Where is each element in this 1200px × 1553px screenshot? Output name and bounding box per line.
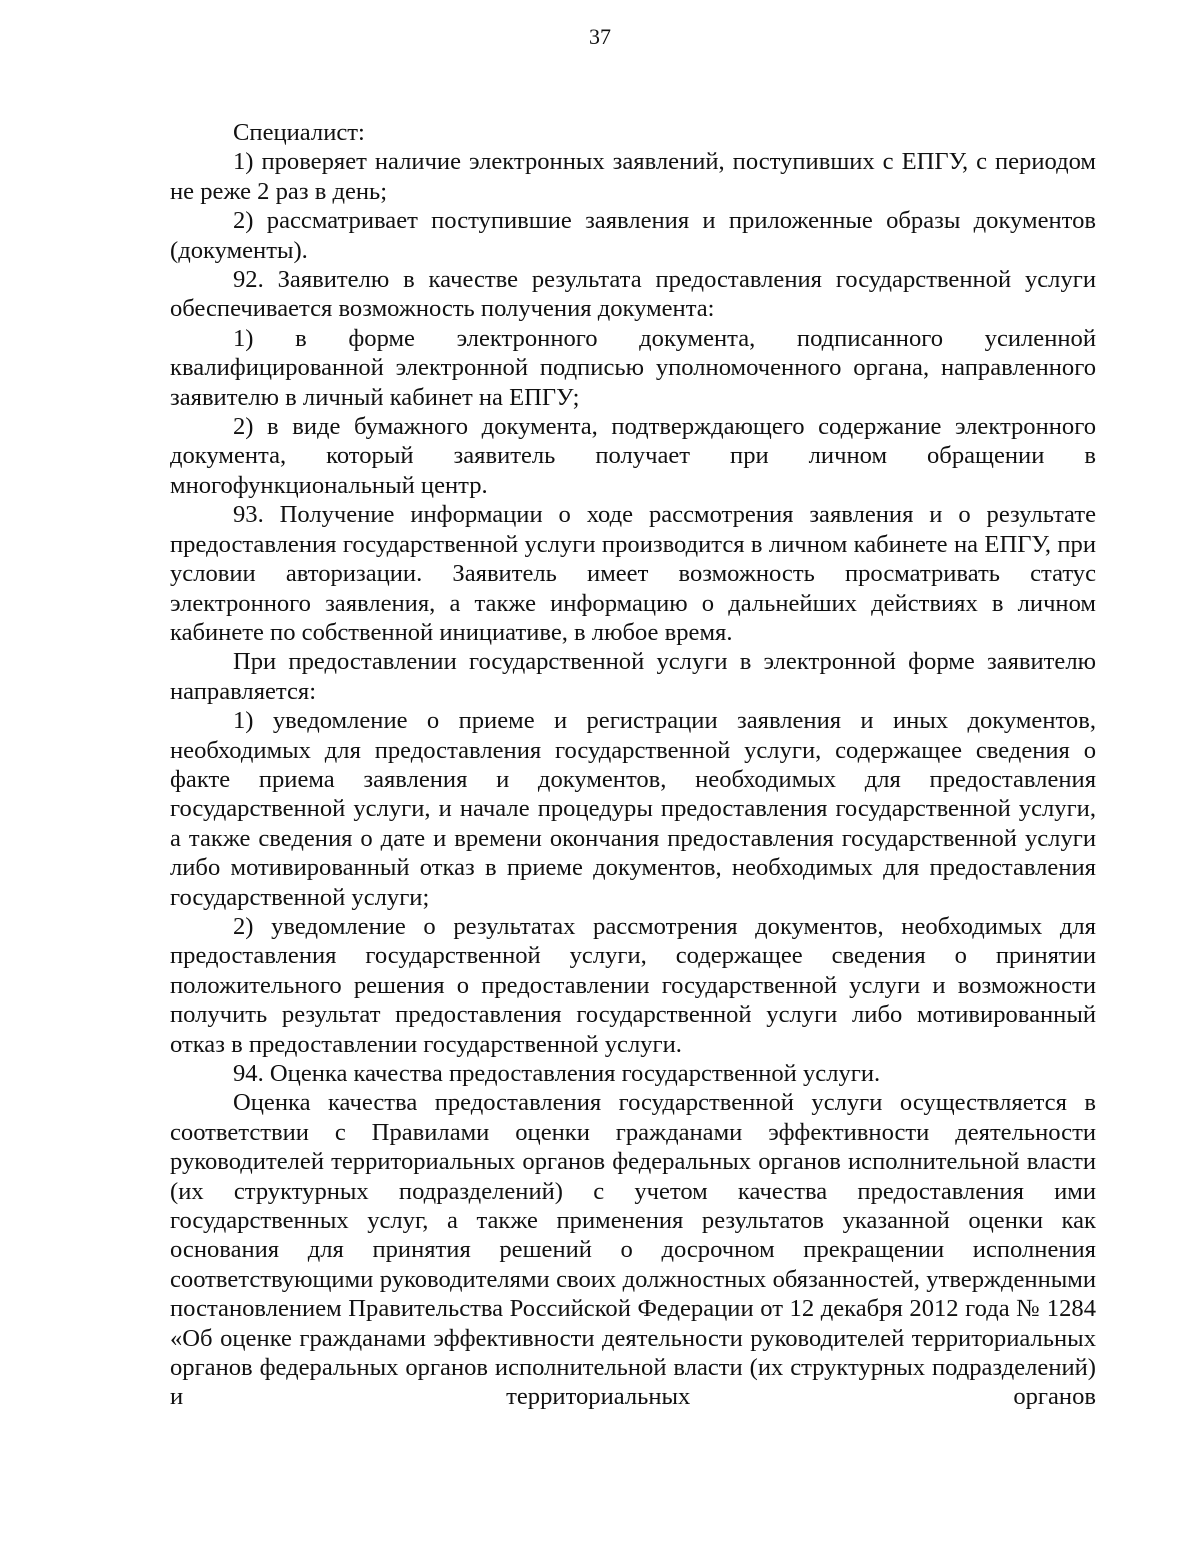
paragraph-93: 93. Получение информации о ходе рассмотрения заявления и о результате предоставления государственной услуги производится в личном кабинете на ЕПГУ, при условии авторизации. Заявитель имеет возможность просматривать статус электронного заявления, а также информацию о дальнейших действиях в личном кабинете по собственной инициативе, в любое время. — [170, 501, 1096, 646]
paragraph-92: 92. Заявителю в качестве результата предоставления государственной услуги обеспечивается возможность получения документа: — [170, 266, 1096, 323]
paragraph-94: 94. Оценка качества предоставления государственной услуги. — [233, 1060, 881, 1087]
document-body — [170, 118, 1096, 1412]
paragraph-specialist-heading: Специалист: — [233, 119, 365, 146]
paragraph-notifications-intro: При предоставлении государственной услуги в электронной форме заявителю направляется: — [170, 648, 1096, 705]
paragraph-notification-item-1: 1) уведомление о приеме и регистрации заявления и иных документов, необходимых для предоставления государственной услуги, содержащее сведения о факте приема заявления и документов, необходимых для предоставления государственной услуги, и начале процедуры предоставления государственной услуги, а также сведения о дате и времени окончания предоставления государственной услуги либо мотивированный отказ в приеме документов, необходимых для предоставления государственной услуги; — [170, 707, 1096, 911]
paragraph-92-item-2: 2) в виде бумажного документа, подтверждающего содержание электронного документа, который заявитель получает при личном обращении в многофункциональный центр. — [170, 413, 1096, 499]
paragraph-notification-item-2: 2) уведомление о результатах рассмотрения документов, необходимых для предоставления государственной услуги, содержащее сведения о принятии положительного решения о предоставлении государственной услуги и возможности получить результат предоставления государственной услуги либо мотивированный отказ в предоставлении государственной услуги. — [170, 912, 1096, 1058]
paragraph-specialist-item-2: 2) рассматривает поступившие заявления и приложенные образы документов (документы). — [170, 207, 1096, 264]
page-number: 37 — [589, 24, 611, 49]
paragraph-specialist-item-1: 1) проверяет наличие электронных заявлений, поступивших с ЕПГУ, с периодом не реже 2 раз в день; — [170, 148, 1096, 205]
paragraph-92-item-1: 1) в форме электронного документа, подписанного усиленной квалифицированной электронной подписью уполномоченного органа, направленного заявителю в личный кабинет на ЕПГУ; — [170, 324, 1096, 411]
paragraph-quality-assessment: Оценка качества предоставления государственной услуги осуществляется в соответствии с Правилами оценки гражданами эффективности деятельности руководителей территориальных органов федеральных органов исполнительной власти (их структурных подразделений) с учетом качества предоставления ими государственных услуг, а также применения результатов указанной оценки как основания для принятия решений о досрочном прекращении исполнения соответствующими руководителями своих должностных обязанностей, утвержденными постановлением Правительства Российской Федерации от 12 декабря 2012 года № 1284 «Об оценке гражданами эффективности деятельности руководителей территориальных органов федеральных органов исполнительной власти (их структурных подразделений) и территориальных органов — [170, 1089, 1096, 1411]
